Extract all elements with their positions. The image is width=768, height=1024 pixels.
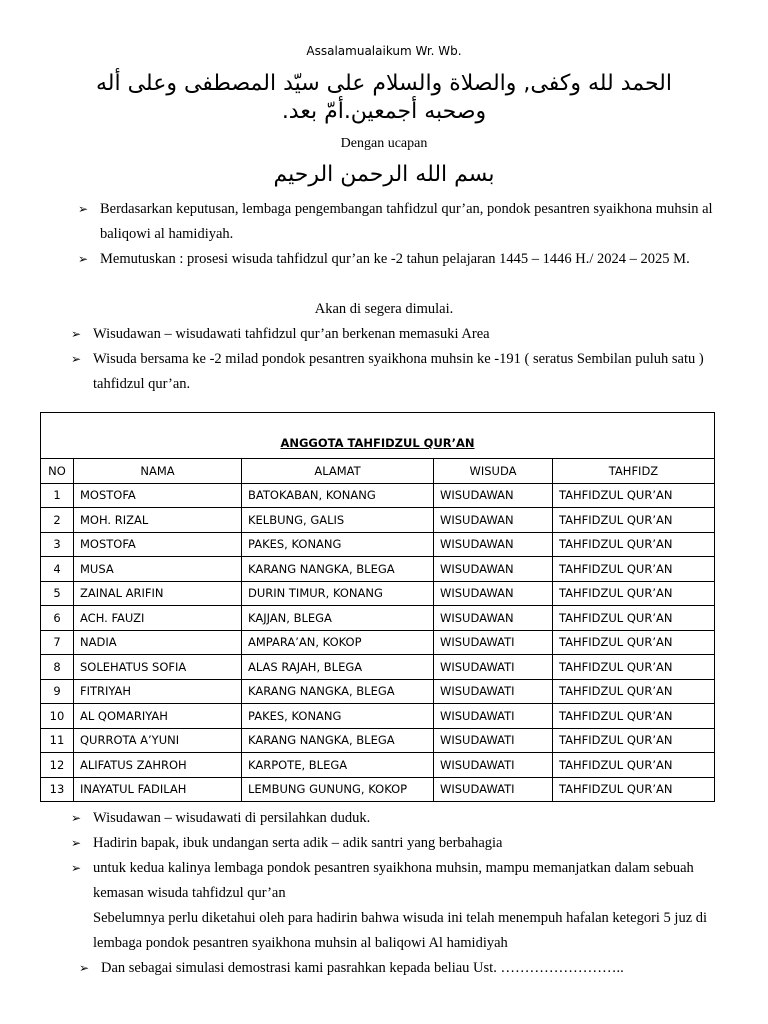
announcement-text: Wisuda bersama ke -2 milad pondok pesantren syaikhona muhsin ke -191 ( seratus Sembilan puluh satu ) tahfidzul qur’an. [93, 351, 704, 392]
row-tahfidz: TAHFIDZUL QUR’AN [553, 777, 715, 802]
table-row [41, 508, 715, 533]
row-alamat: AMPARA’AN, KOKOP [242, 630, 434, 655]
row-wisuda: WISUDAWATI [434, 728, 553, 753]
row-tahfidz: TAHFIDZUL QUR’AN [553, 606, 715, 631]
row-nama: MOSTOFA [74, 483, 242, 508]
row-no: 11 [41, 728, 74, 753]
header-no: NO [41, 459, 74, 484]
closing-text: untuk kedua kalinya lembaga pondok pesantren syaikhona muhsin, mampu memanjatkan dalam sebuah kemasan wisuda tahfidzul qur’an [93, 860, 694, 901]
members-table [40, 412, 715, 802]
header-nama: NAMA [74, 459, 242, 484]
row-tahfidz: TAHFIDZUL QUR’AN [553, 655, 715, 680]
row-wisuda: WISUDAWATI [434, 630, 553, 655]
decisions-list [78, 197, 720, 272]
arrow-bullet-icon: ➢ [71, 836, 82, 850]
row-nama: ZAINAL ARIFIN [74, 581, 242, 606]
list-item [71, 806, 733, 831]
row-tahfidz: TAHFIDZUL QUR’AN [553, 532, 715, 557]
table-row [41, 728, 715, 753]
row-alamat: ALAS RAJAH, BLEGA [242, 655, 434, 680]
row-alamat: PAKES, KONANG [242, 532, 434, 557]
announcements-list [71, 322, 723, 397]
list-item [71, 347, 723, 397]
arabic-opening-line-2: وصحبه أجمعين.أمّ بعد. [281, 99, 487, 124]
row-alamat: KARANG NANGKA, BLEGA [242, 557, 434, 582]
table-row [41, 581, 715, 606]
closing-paragraph: Sebelumnya perlu diketahui oleh para hadirin bahwa wisuda ini telah menempuh hafalan ketegori 5 juz di lembaga pondok pesantren syaikhona muhsin al baliqowi Al hamidiyah [93, 910, 708, 951]
arrow-bullet-icon: ➢ [79, 961, 90, 975]
row-no: 5 [41, 581, 74, 606]
row-alamat: KARANG NANGKA, BLEGA [242, 679, 434, 704]
row-no: 4 [41, 557, 74, 582]
row-wisuda: WISUDAWAN [434, 508, 553, 533]
announcement-text: Wisudawan – wisudawati tahfidzul qur’an berkenan memasuki Area [93, 326, 490, 342]
list-item [71, 856, 733, 906]
row-alamat: DURIN TIMUR, KONANG [242, 581, 434, 606]
table-row [41, 606, 715, 631]
closing-list [71, 806, 733, 981]
header-alamat: ALAMAT [242, 459, 434, 484]
row-tahfidz: TAHFIDZUL QUR’AN [553, 581, 715, 606]
table-body [41, 483, 715, 802]
arabic-opening [0, 70, 768, 126]
row-tahfidz: TAHFIDZUL QUR’AN [553, 728, 715, 753]
row-wisuda: WISUDAWAN [434, 483, 553, 508]
arrow-bullet-icon: ➢ [71, 811, 82, 825]
row-nama: SOLEHATUS SOFIA [74, 655, 242, 680]
row-nama: ALIFATUS ZAHROH [74, 753, 242, 778]
row-tahfidz: TAHFIDZUL QUR’AN [553, 679, 715, 704]
row-wisuda: WISUDAWAN [434, 581, 553, 606]
row-nama: QURROTA A’YUNI [74, 728, 242, 753]
row-tahfidz: TAHFIDZUL QUR’AN [553, 557, 715, 582]
table-row [41, 483, 715, 508]
intro-text: Dengan ucapan [340, 136, 428, 151]
row-nama: AL QOMARIYAH [74, 704, 242, 729]
row-no: 8 [41, 655, 74, 680]
arrow-bullet-icon: ➢ [78, 202, 89, 216]
table-row [41, 532, 715, 557]
row-no: 12 [41, 753, 74, 778]
list-item [71, 322, 723, 347]
row-nama: NADIA [74, 630, 242, 655]
row-alamat: KARANG NANGKA, BLEGA [242, 728, 434, 753]
row-wisuda: WISUDAWATI [434, 679, 553, 704]
row-no: 1 [41, 483, 74, 508]
basmalah: بسم الله الرحمن الرحيم [273, 162, 495, 187]
row-no: 7 [41, 630, 74, 655]
list-item [78, 197, 720, 247]
arrow-bullet-icon: ➢ [78, 252, 89, 266]
table-header-row [41, 459, 715, 484]
row-no: 6 [41, 606, 74, 631]
row-nama: FITRIYAH [74, 679, 242, 704]
arabic-opening-line-1: الحمد لله وكفى, والصلاة والسلام على سيّد المصطفى وعلى أله [95, 71, 673, 96]
table-row [41, 630, 715, 655]
arrow-bullet-icon: ➢ [71, 861, 82, 875]
row-no: 9 [41, 679, 74, 704]
row-wisuda: WISUDAWATI [434, 655, 553, 680]
row-alamat: KARPOTE, BLEGA [242, 753, 434, 778]
row-wisuda: WISUDAWAN [434, 557, 553, 582]
header-tahfidz: TAHFIDZ [553, 459, 715, 484]
row-nama: ACH. FAUZI [74, 606, 242, 631]
row-no: 2 [41, 508, 74, 533]
row-no: 13 [41, 777, 74, 802]
table-row [41, 679, 715, 704]
arrow-bullet-icon: ➢ [71, 327, 82, 341]
row-nama: MOH. RIZAL [74, 508, 242, 533]
list-item [79, 956, 733, 981]
row-alamat: BATOKABAN, KONANG [242, 483, 434, 508]
final-bullet-text: Dan sebagai simulasi demostrasi kami pasrahkan kepada beliau Ust. …………………….. [101, 960, 624, 976]
greeting: Assalamualaikum Wr. Wb. [306, 44, 462, 58]
list-item [78, 247, 720, 272]
header-wisuda: WISUDA [434, 459, 553, 484]
arrow-bullet-icon: ➢ [71, 352, 82, 366]
row-tahfidz: TAHFIDZUL QUR’AN [553, 704, 715, 729]
table-row [41, 777, 715, 802]
table-title-row [41, 413, 715, 459]
row-wisuda: WISUDAWAN [434, 606, 553, 631]
table-row [41, 557, 715, 582]
decision-text: Berdasarkan keputusan, lembaga pengembangan tahfidzul qur’an, pondok pesantren syaikhona muhsin al baliqowi al hamidiyah. [100, 201, 713, 242]
row-tahfidz: TAHFIDZUL QUR’AN [553, 483, 715, 508]
row-no: 3 [41, 532, 74, 557]
row-no: 10 [41, 704, 74, 729]
row-alamat: PAKES, KONANG [242, 704, 434, 729]
row-alamat: KAJJAN, BLEGA [242, 606, 434, 631]
row-wisuda: WISUDAWAN [434, 532, 553, 557]
row-alamat: LEMBUNG GUNUNG, KOKOP [242, 777, 434, 802]
decision-text: Memutuskan : prosesi wisuda tahfidzul qur’an ke -2 tahun pelajaran 1445 – 1446 H./ 2024 – 2025 M. [100, 251, 690, 267]
row-nama: MUSA [74, 557, 242, 582]
row-wisuda: WISUDAWATI [434, 777, 553, 802]
row-wisuda: WISUDAWATI [434, 704, 553, 729]
list-item [71, 831, 733, 856]
closing-text: Hadirin bapak, ibuk undangan serta adik – adik santri yang berbahagia [93, 835, 503, 851]
row-nama: MOSTOFA [74, 532, 242, 557]
row-wisuda: WISUDAWATI [434, 753, 553, 778]
row-tahfidz: TAHFIDZUL QUR’AN [553, 508, 715, 533]
table-row [41, 655, 715, 680]
closing-text: Wisudawan – wisudawati di persilahkan duduk. [93, 810, 371, 826]
row-tahfidz: TAHFIDZUL QUR’AN [553, 630, 715, 655]
row-tahfidz: TAHFIDZUL QUR’AN [553, 753, 715, 778]
row-alamat: KELBUNG, GALIS [242, 508, 434, 533]
start-notice: Akan di segera dimulai. [314, 301, 454, 317]
table-row [41, 753, 715, 778]
table-title: ANGGOTA TAHFIDZUL QUR’AN [41, 413, 715, 459]
table-row [41, 704, 715, 729]
row-nama: INAYATUL FADILAH [74, 777, 242, 802]
